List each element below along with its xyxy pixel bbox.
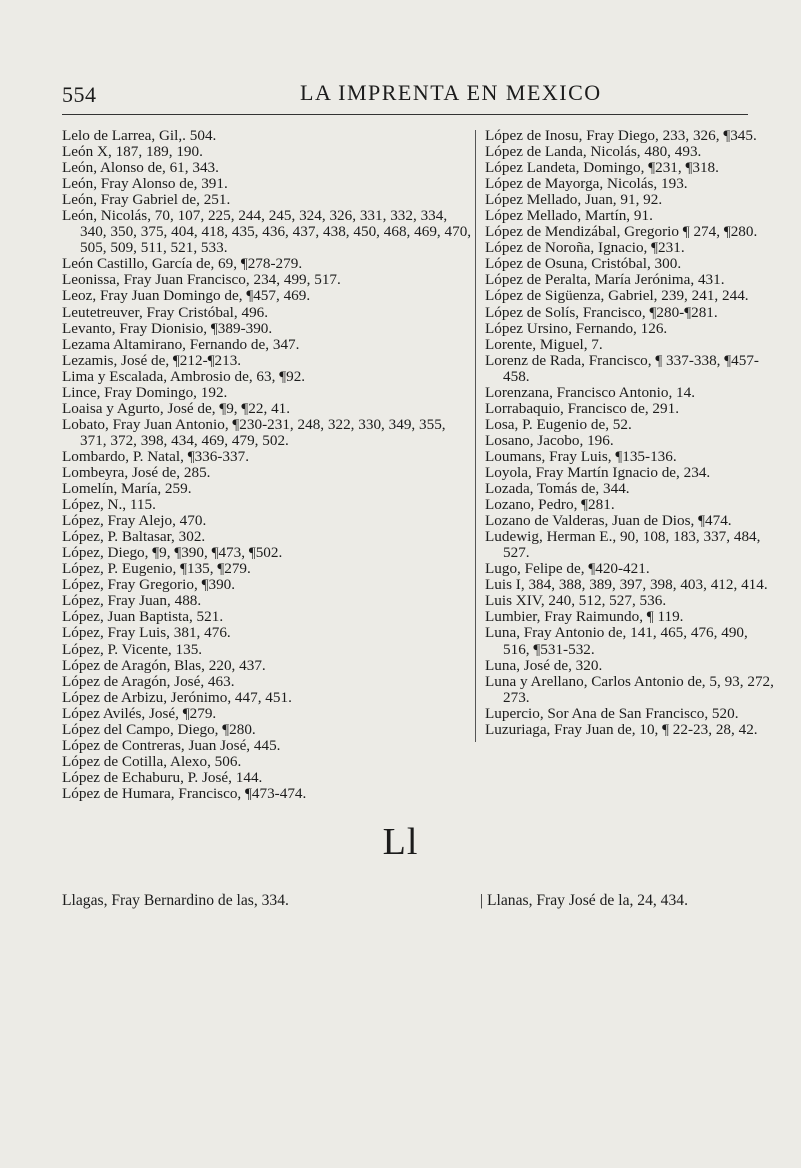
index-entry: Lupercio, Sor Ana de San Francisco, 520. [485,704,739,722]
index-entry: López, P. Baltasar, 302. [62,528,206,546]
index-entry: López, P. Eugenio, ¶135, ¶279. [62,560,251,578]
index-entry: Lozada, Tomás de, 344. [485,480,630,498]
index-entry: Leutetreuver, Fray Cristóbal, 496. [62,303,269,321]
index-entry: León X, 187, 189, 190. [62,143,203,161]
index-entry: Leonissa, Fray Juan Francisco, 234, 499, 517. [62,271,341,289]
index-entry: Lugo, Felipe de, ¶420-421. [485,560,650,578]
index-entry: Lomelín, María, 259. [62,480,192,498]
index-entry: Leoz, Fray Juan Domingo de, ¶457, 469. [62,287,311,305]
running-title: LA IMPRENTA EN MEXICO [300,80,602,105]
index-entry: Luis XIV, 240, 512, 527, 536. [485,592,667,610]
index-entry: López de Humara, Francisco, ¶473-474. [62,784,307,802]
index-column-left [62,128,472,802]
section-letter-heading: Ll [382,821,419,863]
index-entry: Lezamis, José de, ¶212-¶213. [62,351,242,369]
index-entry: Luzuriaga, Fray Juan de, 10, ¶ 22-23, 28, 42. [485,720,758,738]
index-entry: López Ursino, Fernando, 126. [485,319,668,337]
index-entry: Luna, José de, 320. [485,656,603,674]
index-entry: López, Fray Gregorio, ¶390. [62,576,236,594]
index-entry: Loaisa y Agurto, José de, ¶9, ¶22, 41. [62,399,291,417]
column-divider [475,130,476,742]
page-number: 554 [62,82,97,107]
index-entry: Lince, Fray Domingo, 192. [62,383,228,401]
index-entry: Luna y Arellano, Carlos Antonio de, 5, 93, 272, 273. [485,672,774,706]
index-entry: López, Fray Luis, 381, 476. [62,624,231,642]
index-entry: León, Alonso de, 61, 343. [62,159,219,177]
index-entry: León Castillo, García de, 69, ¶278-279. [62,255,303,273]
index-entry: López de Echaburu, P. José, 144. [62,768,263,786]
index-entry: Ludewig, Herman E., 90, 108, 183, 337, 484, 527. [485,528,761,562]
index-entry: López Landeta, Domingo, ¶231, ¶318. [485,159,719,177]
index-entry: López de Contreras, Juan José, 445. [62,736,281,754]
index-entry: | Llanas, Fray José de la, 24, 434. [480,892,688,909]
index-entry: López Mellado, Juan, 91, 92. [485,191,663,209]
index-entry: López de Peralta, María Jerónima, 431. [485,271,725,289]
index-entry: Lelo de Larrea, Gil,. 504. [62,127,217,144]
index-entry: López, P. Vicente, 135. [62,640,203,658]
index-entry: Losa, P. Eugenio de, 52. [485,415,632,433]
index-entry: López, Juan Baptista, 521. [62,608,224,626]
index-entry: López, Fray Alejo, 470. [62,512,207,530]
index-entry: López, Fray Juan, 488. [62,592,202,610]
index-entry: Lima y Escalada, Ambrosio de, 63, ¶92. [62,367,306,385]
index-entry: Lezama Altamirano, Fernando de, 347. [62,335,300,353]
index-entry: Lorrabaquio, Francisco de, 291. [485,399,680,417]
index-entry: López de Mendizábal, Gregorio ¶ 274, ¶280. [485,223,758,241]
index-entry: López de Inosu, Fray Diego, 233, 326, ¶345. [485,127,757,144]
index-entry: Lombeyra, José de, 285. [62,463,211,481]
index-entry: López de Aragón, José, 463. [62,672,235,690]
index-entry: López de Noroña, Ignacio, ¶231. [485,239,685,257]
index-entry: Lumbier, Fray Raimundo, ¶ 119. [485,608,684,626]
index-entry: López de Mayorga, Nicolás, 193. [485,175,688,193]
index-entry: Lozano de Valderas, Juan de Dios, ¶474. [485,512,732,530]
index-entry: López Mellado, Martín, 91. [485,207,653,225]
index-entry: Levanto, Fray Dionisio, ¶389-390. [62,319,273,337]
index-entry: León, Fray Gabriel de, 251. [62,191,231,209]
index-entry: Lombardo, P. Natal, ¶336-337. [62,447,249,465]
index-entry: López de Arbizu, Jerónimo, 447, 451. [62,688,292,706]
index-entry: López de Landa, Nicolás, 480, 493. [485,143,702,161]
index-entry: Losano, Jacobo, 196. [485,431,614,449]
index-entry: Loyola, Fray Martín Ignacio de, 234. [485,463,711,481]
index-entry: León, Nicolás, 70, 107, 225, 244, 245, 324, 326, 331, 332, 334, 340, 350, 375, 404, 418, 435, 436, 437, 438, 450, 468, 469, 470, 505, 509, 511, 521, 533. [62,207,472,257]
index-entry: Lorenzana, Francisco Antonio, 14. [485,383,696,401]
index-entry: Llagas, Fray Bernardino de las, 334. [62,892,289,909]
index-entry: López de Aragón, Blas, 220, 437. [62,656,266,674]
index-entry: León, Fray Alonso de, 391. [62,175,228,193]
index-entry: Luis I, 384, 388, 389, 397, 398, 403, 412, 414. [485,576,768,594]
index-entry: López, Diego, ¶9, ¶390, ¶473, ¶502. [62,544,283,562]
index-entry: Luna, Fray Antonio de, 141, 465, 476, 490, 516, ¶531-532. [485,624,748,658]
index-entry: Lozano, Pedro, ¶281. [485,496,615,514]
index-entry: López de Cotilla, Alexo, 506. [62,752,242,770]
index-entry: López del Campo, Diego, ¶280. [62,720,256,738]
index-entry: Lorente, Miguel, 7. [485,335,603,353]
index-entry: Lobato, Fray Juan Antonio, ¶230-231, 248, 322, 330, 349, 355, 371, 372, 398, 434, 469, 479, 502. [62,415,446,449]
index-entry: López Avilés, José, ¶279. [62,704,217,722]
index-column-right [485,128,775,738]
header-rule [62,114,748,115]
index-entry: López de Solís, Francisco, ¶280-¶281. [485,303,718,321]
index-entry: López de Osuna, Cristóbal, 300. [485,255,682,273]
page-header [52,72,752,112]
index-entry: Loumans, Fray Luis, ¶135-136. [485,447,677,465]
index-entry: López de Sigüenza, Gabriel, 239, 241, 244. [485,287,749,305]
index-entry: López, N., 115. [62,496,156,514]
index-entry: Lorenz de Rada, Francisco, ¶ 337-338, ¶457-458. [485,351,759,385]
